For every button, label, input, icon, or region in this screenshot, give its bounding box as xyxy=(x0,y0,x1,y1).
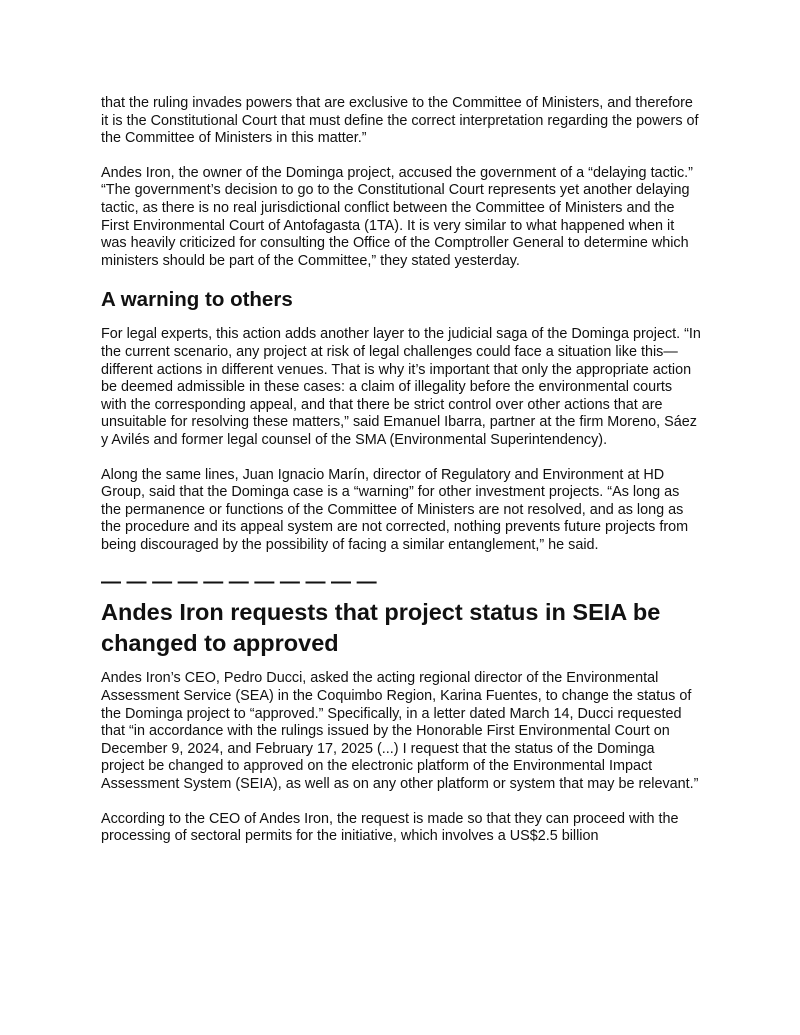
body-paragraph: According to the CEO of Andes Iron, the request is made so that they can proceed with the processing of sectoral permits for the initiative, which involves a US$2.5 billion xyxy=(101,810,679,845)
article-heading: Andes Iron requests that project status in SEIA be changed to approved xyxy=(101,599,661,657)
section-heading: A warning to others xyxy=(101,288,293,312)
body-paragraph: that the ruling invades powers that are exclusive to the Committee of Ministers, and therefore it is the Constitutional Court that must define the correct interpretation regarding the powers of the Committee of Ministers in this matter.” xyxy=(101,95,699,147)
body-paragraph: For legal experts, this action adds another layer to the judicial saga of the Dominga project. “In the current scenario, any project at risk of legal challenges could face a situation like this—different actions in different venues. That is why it’s important that only the appropriate action be deemed admissible in these cases: a claim of illegality before the environmental courts with the corresponding appeal, and that there be strict control over other actions that are unsuitable for resolving these matters,” said Emanuel Ibarra, partner at the firm Moreno, Sáez y Avilés and former legal counsel of the SMA (Environmental Superintendency). xyxy=(101,326,701,448)
body-paragraph: Along the same lines, Juan Ignacio Marín, director of Regulatory and Environment at HD Group, said that the Dominga case is a “warning” for other investment projects. “As long as the permanence or functions of the Committee of Ministers are not resolved, and as long as the procedure and its appeal system are not corrected, nothing prevents future projects from being discouraged by the possibility of facing a similar entanglement,” he said. xyxy=(101,466,689,553)
section-divider: — — — — — — — — — — — xyxy=(101,571,377,594)
body-paragraph: Andes Iron’s CEO, Pedro Ducci, asked the acting regional director of the Environmental Assessment Service (SEA) in the Coquimbo Region, Karina Fuentes, to change the status of the Dominga project to “approved.” Specifically, in a letter dated March 14, Ducci requested that “in accordance with the rulings issued by the Honorable First Environmental Court on December 9, 2024, and February 17, 2025 (...) I request that the status of the Dominga project be changed to approved on the electronic platform of the Environmental Impact Assessment System (SEIA), as well as on any other platform or system that may be relevant.” xyxy=(101,670,699,793)
body-paragraph: Andes Iron, the owner of the Dominga project, accused the government of a “delaying tactic.” “The government’s decision to go to the Constitutional Court represents yet another delaying tactic, as there is no real jurisdictional conflict between the Committee of Ministers and the First Environmental Court of Antofagasta (1TA). It is very similar to what happened when it was heavily criticized for consulting the Office of the Comptroller General to determine which ministers should be part of the Committee,” they stated yesterday. xyxy=(101,164,693,269)
document-page xyxy=(101,95,701,863)
